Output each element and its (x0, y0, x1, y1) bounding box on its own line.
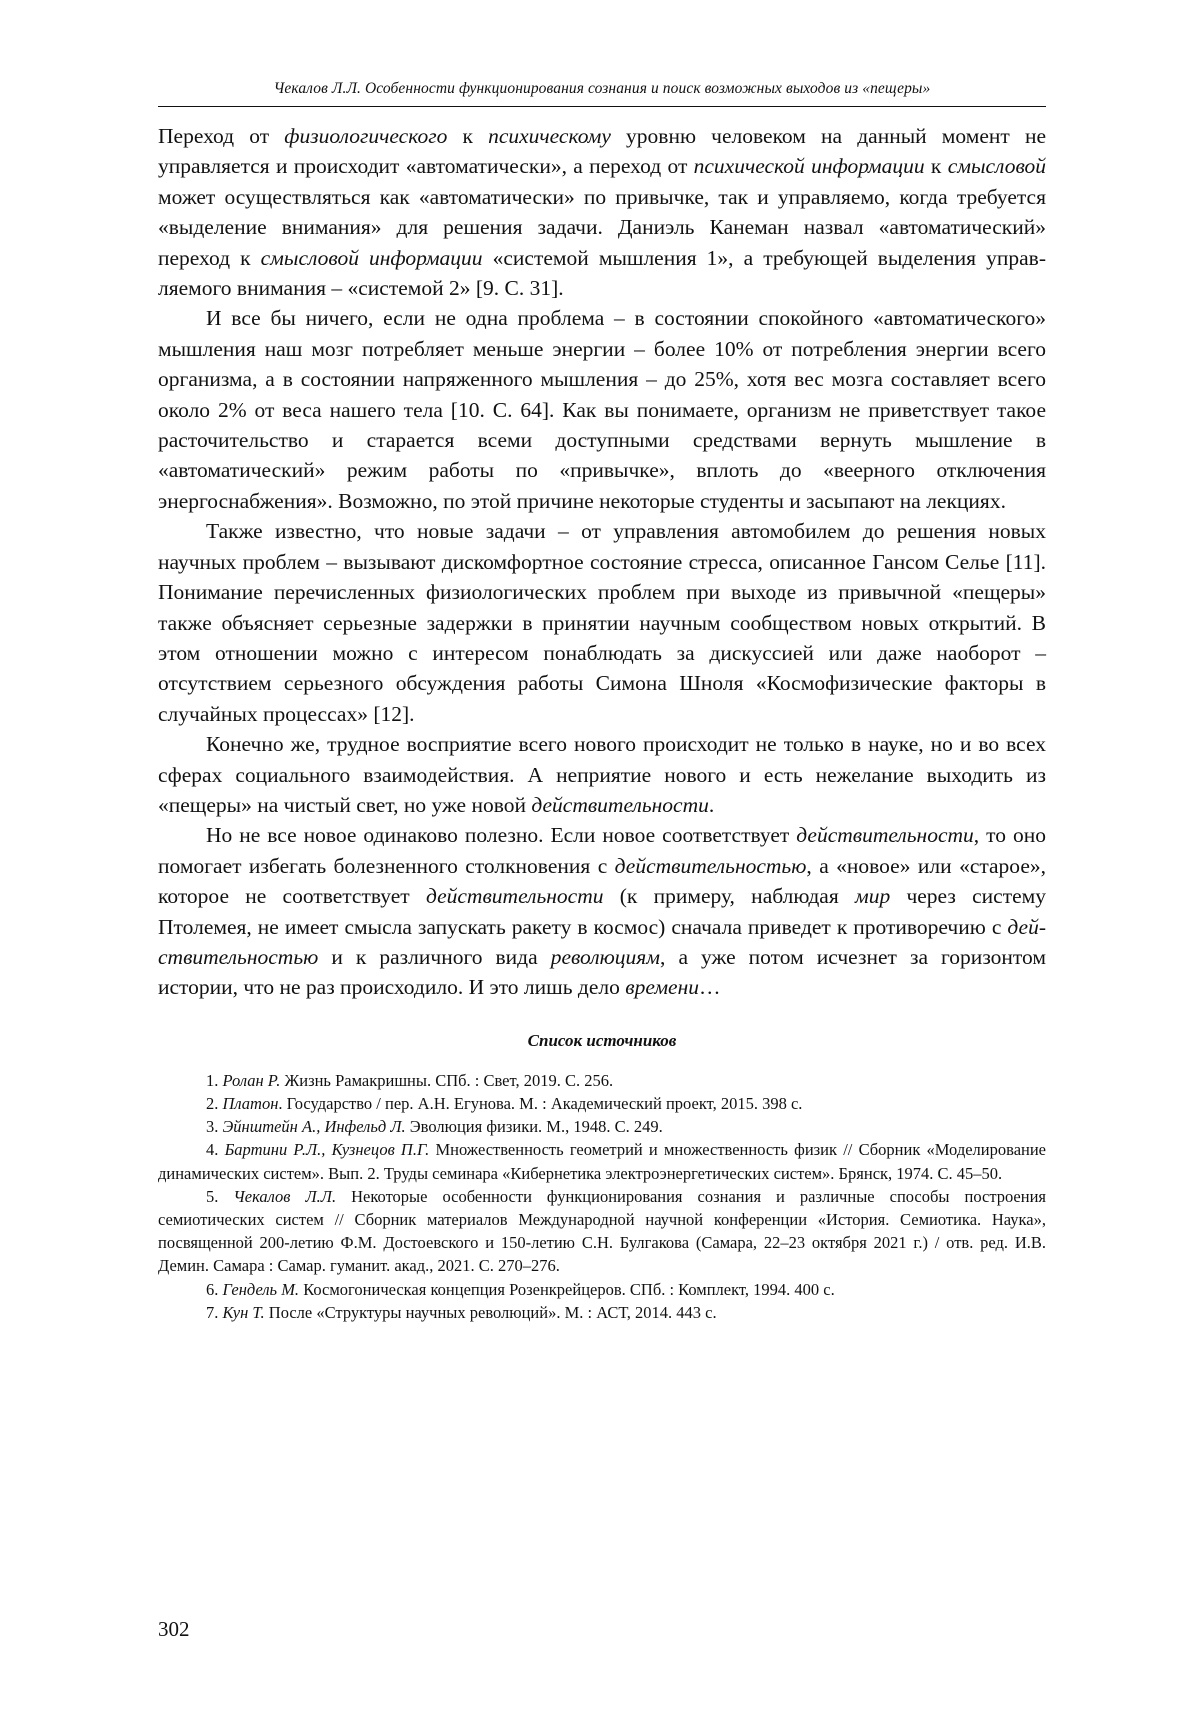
text-run: к (924, 154, 948, 179)
reference-item (158, 1069, 1046, 1092)
text-run: к (447, 124, 489, 148)
reference-author: Бартини Р.Л., Кузнецов П.Г. (224, 1140, 430, 1160)
text-run: . (708, 792, 715, 817)
text-run: Конечно же, трудное восприятие всего нового происходит не только в науке, но и во всех сферах социального взаимодействия. А неприятие нового и есть нежелание выходить из «пещеры» на чистый свет, но уже новой (158, 732, 1046, 817)
reference-number: 2. (206, 1093, 223, 1113)
text-run: , а уже потом исчезнет за горизонтом истории, что не раз происходило. И это лишь дело (158, 944, 1046, 1000)
italic-term: революциям (550, 944, 661, 969)
text-run: Но не все новое одинаково полезно. Если новое соответствует (206, 823, 797, 848)
paragraph-3: Также известно, что новые задачи – от управления автомобилем до решения новых научных проблем – вызывают дискомфортное состояние стресса, описанное Гансом Селье [11]. Понимание перечисленных физиологических проблем при выходе из привычной «пещеры» также объясняет серьезные задержки в принятии научным сообществом новых открытий. В этом отношении можно с интересом понаблюдать за дискуссией или даже наоборот – отсутствием серьезного обсуждения работы Симона Шноля «Космофизические факторы в случайных процессах» [12]. (158, 519, 1046, 726)
italic-term: психическому (488, 124, 611, 148)
paragraph-4 (158, 729, 1046, 820)
reference-number: 4. (206, 1140, 225, 1160)
reference-text: Множественность геометрий и множественность физик // Сборник «Моделирование динамических систем». Вып. 2. Труды семинара «Кибернетика электроэнергетических систем». Брянск, 1974. С. 45–50. (158, 1140, 1046, 1183)
reference-item (158, 1138, 1046, 1184)
paragraph-2: И все бы ничего, если не одна проблема – в состоянии спокойного «автоматического» мышления наш мозг потребляет меньше энергии – более 10% от потребления энергии всего организма, а в состоянии напряженного мышления – до 25%, хотя вес мозга составляет всего около 2% от веса нашего тела [10. С. 64]. Как вы понимаете, организм не приветствует такое расточительство и старается всеми доступными средствами вернуть мышление в «автоматический» режим работы по «привычке», вплоть до «веерного отключения энергоснабжения». Возможно, по этой причине некоторые студенты и засыпают на лекциях. (158, 306, 1046, 513)
references-title: Список источников (527, 1030, 677, 1050)
reference-text: Космогоническая концепция Розенкрейцеров. СПб. : Комплект, 1994. 400 с. (299, 1279, 835, 1299)
reference-author: Гендель М. (222, 1279, 300, 1299)
paragraph-1 (158, 121, 1046, 303)
reference-item (158, 1092, 1046, 1115)
reference-item (158, 1278, 1046, 1301)
text-run: , а «новое» или «старое», которое не соответствует (158, 853, 1046, 909)
body-text (158, 121, 1046, 1003)
reference-author: Эйнштейн А., Инфельд Л. (222, 1117, 406, 1137)
running-head: Чекалов Л.Л. Особенности функционирования сознания и поиск возможных выходов из «пещеры» (158, 78, 1046, 107)
reference-text: Жизнь Рамакришны. СПб. : Свет, 2019. С. 256. (280, 1070, 614, 1090)
text-run: через систему Птолемея, не имеет смысла запускать ракету в космос) сначала приведет к противоречию с (158, 884, 1046, 939)
text-run: , то оно помогает избегать болезненного столкновения с (158, 823, 1046, 878)
text-run: (к примеру, наблюдая (603, 884, 855, 909)
page-number: 302 (158, 1617, 190, 1641)
text-run: и к различного вида (318, 944, 551, 969)
italic-term: действительностью (614, 853, 807, 878)
italic-term: смысловой информации (260, 245, 483, 270)
reference-author: Ролан Р. (222, 1070, 281, 1090)
reference-text: . Государство / пер. А.Н. Егунова. М. : Академический проект, 2015. 398 с. (278, 1093, 803, 1113)
reference-item (158, 1185, 1046, 1278)
italic-term: действительности (425, 884, 604, 909)
italic-term: психической информации (693, 154, 925, 179)
italic-term: физиологического (284, 124, 448, 148)
reference-item (158, 1115, 1046, 1138)
italic-term: действительности (796, 823, 974, 848)
references-list (158, 1069, 1046, 1324)
reference-author: Кун Т. (222, 1302, 265, 1322)
italic-term: действительностью (158, 914, 1046, 969)
text-run: может осуществляться как «автоматически» по привычке, так и управляемо, когда требуется «выделение внимания» для решения задачи. Даниэль Канеман назвал «автоматический» переход к (158, 184, 1046, 270)
reference-text: Эволюция физики. М., 1948. С. 249. (405, 1117, 663, 1137)
reference-author: Чекалов Л.Л. (233, 1186, 337, 1206)
reference-number: 3. (206, 1117, 223, 1137)
text-run: «системой мышления 1», а требующей выделения управляемого внимания – «системой 2» [9. С. 31]. (158, 245, 1046, 301)
italic-term: смысловой (947, 154, 1046, 179)
italic-term: времени (625, 975, 700, 1000)
reference-text: Некоторые особенности функционирования сознания и различные способы построения семиотических систем // Сборник материалов Международной научной конференции «История. Семиотика. Наука», посвященной 200-летию Ф.М. Достоевского и 150-летию С.Н. Булгакова (Самара, 22–23 октября 2021 г.) / отв. ред. И.В. Демин. Самара : Самар. гуманит. акад., 2021. С. 270–276. (158, 1186, 1047, 1276)
text-run: … (699, 975, 721, 1000)
reference-text: После «Структуры научных революций». М. : АСТ, 2014. 443 с. (264, 1302, 717, 1322)
paragraph-5 (158, 820, 1046, 1002)
reference-number: 1. (206, 1070, 223, 1090)
page (158, 78, 1046, 1324)
reference-number: 7. (206, 1302, 223, 1322)
reference-author: Платон (222, 1093, 279, 1113)
reference-item (158, 1301, 1046, 1324)
reference-number: 5. (206, 1186, 234, 1206)
reference-number: 6. (206, 1279, 223, 1299)
text-run: уровню человеком на данный момент не управляется и происходит «автоматически», а переход от (158, 124, 1046, 179)
italic-term: действительности (531, 792, 709, 817)
italic-term: мир (854, 884, 891, 909)
text-run: Переход от (158, 124, 285, 148)
